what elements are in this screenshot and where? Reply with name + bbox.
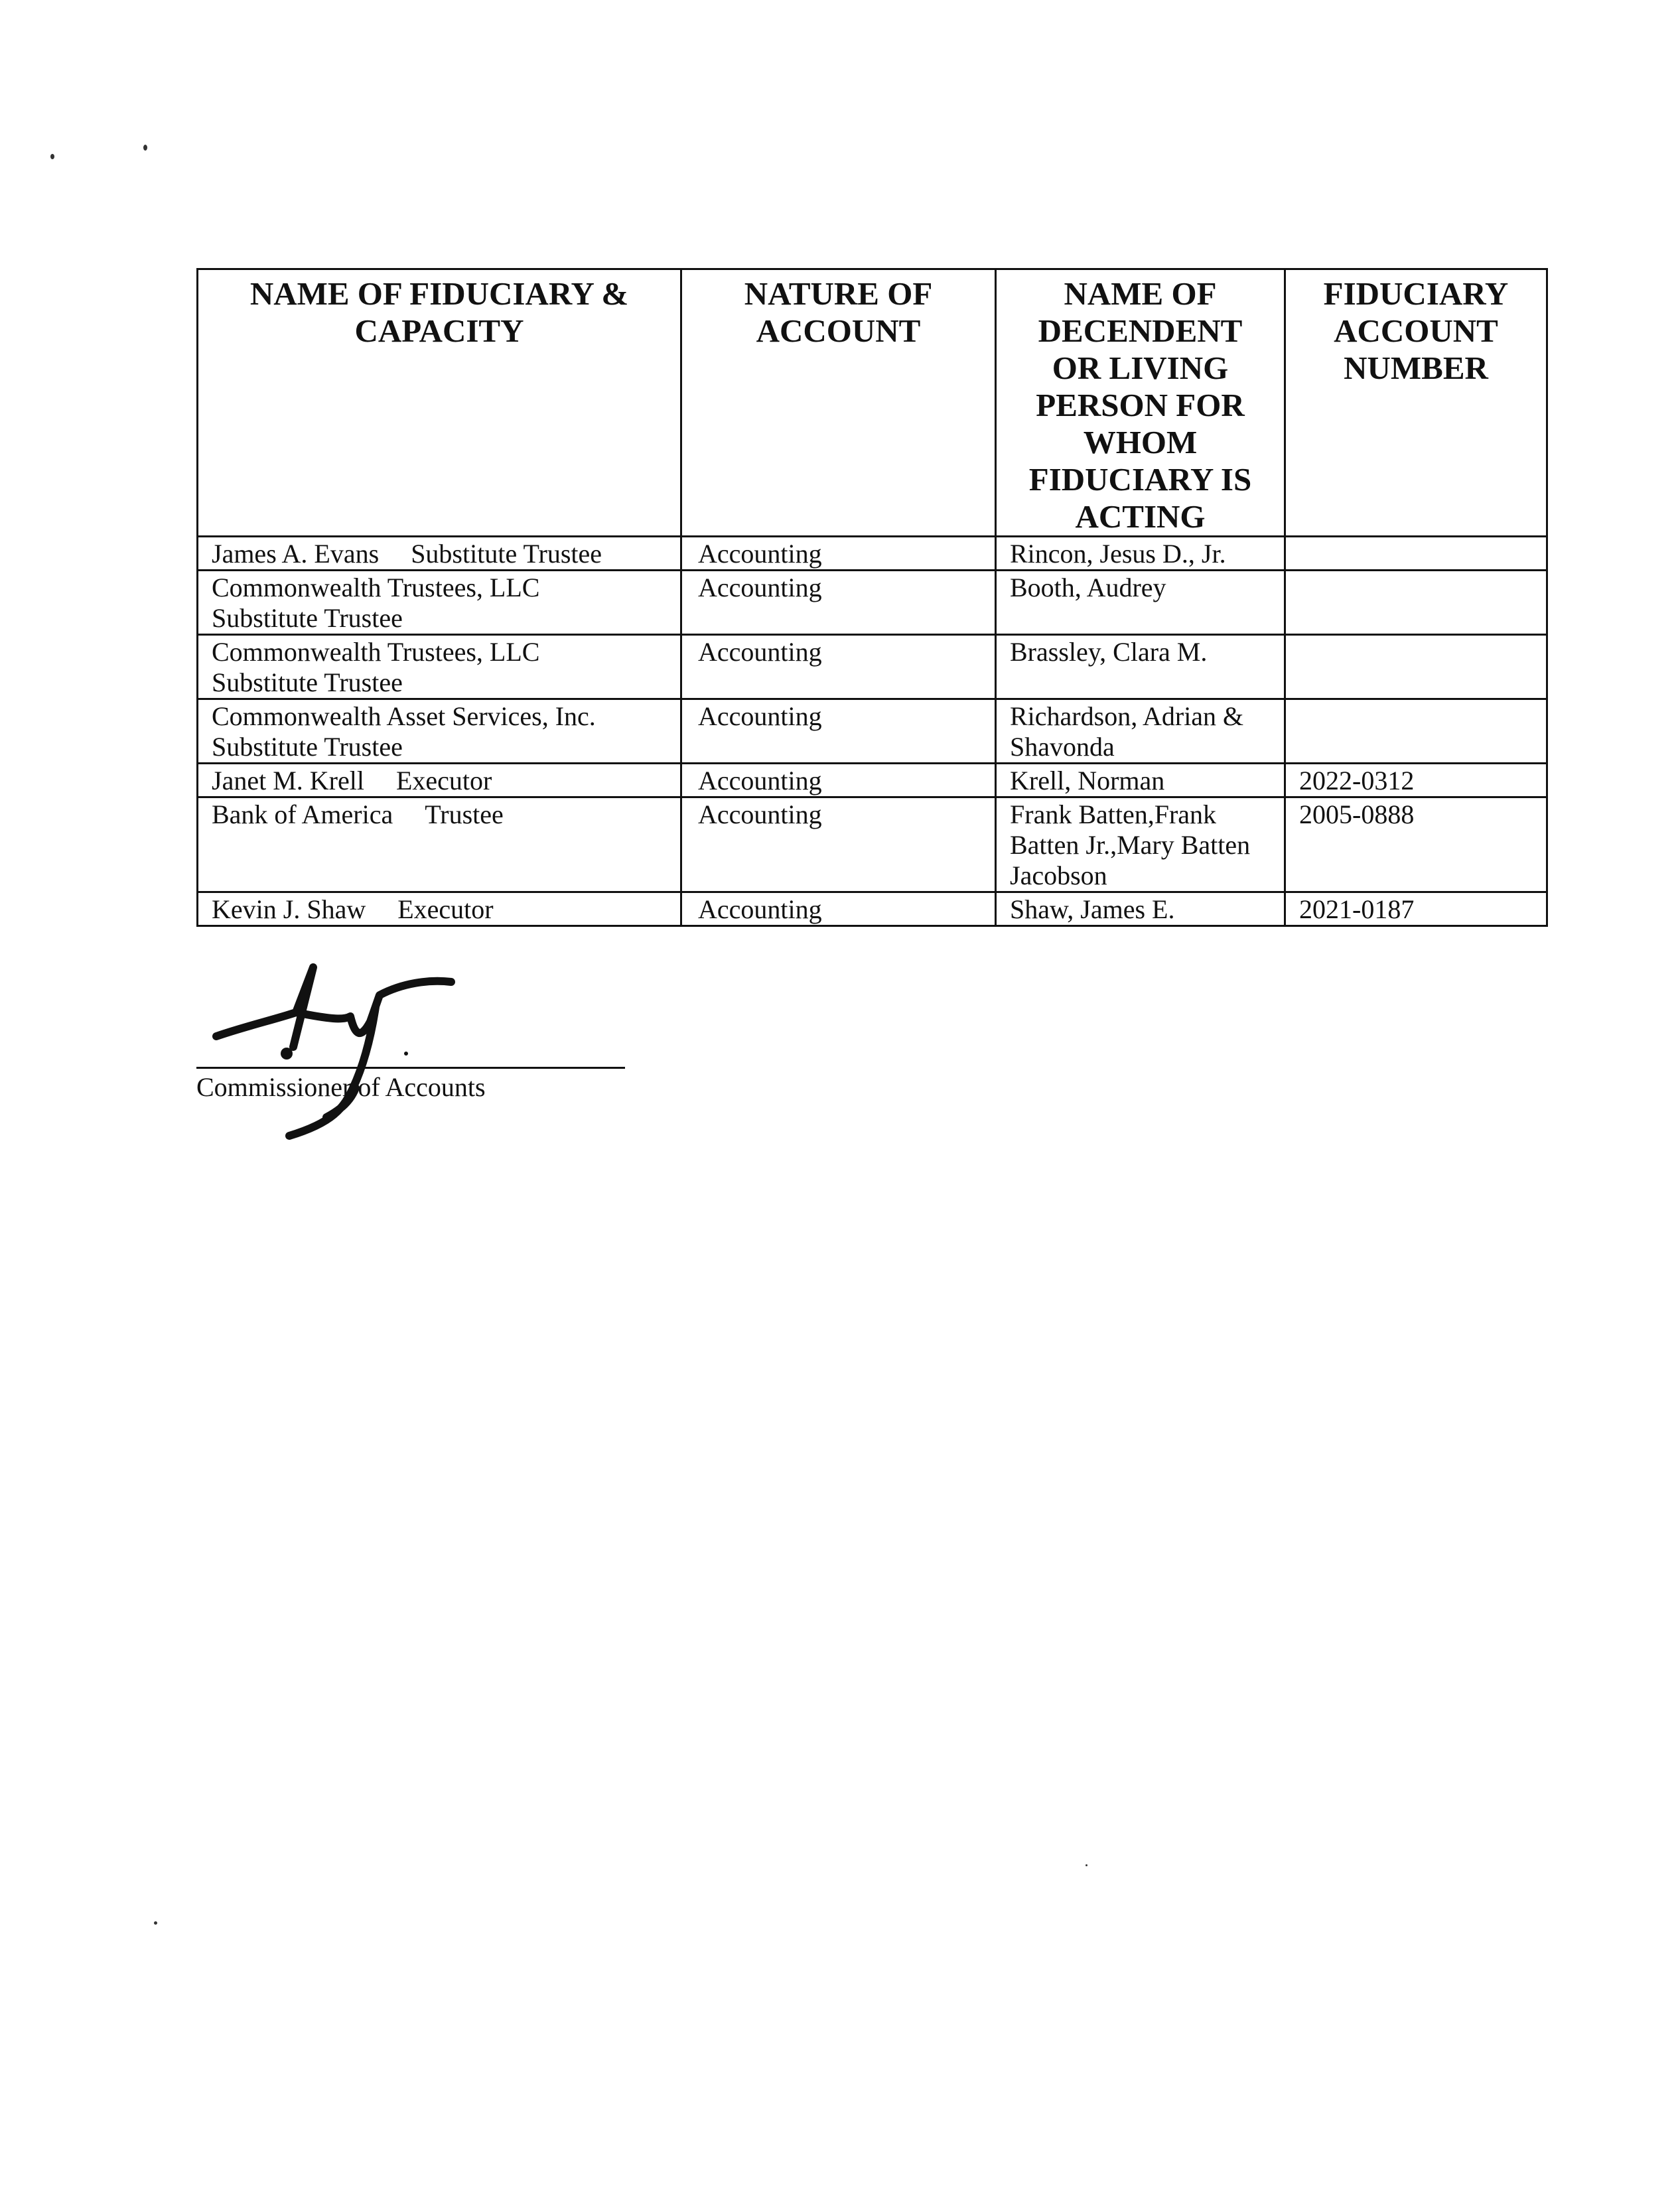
account-number-cell: 2005-0888 — [1285, 797, 1547, 892]
fiduciary-accounts-table — [196, 268, 1548, 927]
fiduciary-cell — [198, 537, 681, 571]
account-number-cell: 2022-0312 — [1285, 764, 1547, 797]
fiduciary-capacity: Substitute Trustee — [212, 732, 403, 762]
fiduciary-name: Bank of America — [212, 799, 393, 829]
nature-cell: Accounting — [681, 635, 996, 699]
signature-line — [196, 1067, 625, 1069]
fiduciary-capacity: Substitute Trustee — [212, 603, 403, 633]
header-decedent: NAME OF DECENDENT OR LIVING PERSON FOR WHOM FIDUCIARY IS ACTING — [996, 269, 1285, 537]
table-row — [198, 764, 1547, 797]
nature-cell: Accounting — [681, 571, 996, 635]
fiduciary-name: Kevin J. Shaw — [212, 894, 366, 924]
table-row — [198, 797, 1547, 892]
nature-cell: Accounting — [681, 892, 996, 926]
account-number-cell — [1285, 537, 1547, 571]
nature-cell: Accounting — [681, 764, 996, 797]
fiduciary-name: Janet M. Krell — [212, 766, 364, 795]
fiduciary-cell — [198, 892, 681, 926]
header-nature: NATURE OF ACCOUNT — [681, 269, 996, 537]
decedent-cell: Brassley, Clara M. — [996, 635, 1285, 699]
account-number-cell: 2021-0187 — [1285, 892, 1547, 926]
account-number-cell — [1285, 635, 1547, 699]
account-number-cell — [1285, 699, 1547, 764]
scan-speck — [50, 154, 54, 159]
nature-cell: Accounting — [681, 699, 996, 764]
table-row — [198, 635, 1547, 699]
fiduciary-cell — [198, 699, 681, 764]
header-account-number: FIDUCIARY ACCOUNT NUMBER — [1285, 269, 1547, 537]
decedent-cell: Frank Batten,Frank Batten Jr.,Mary Batten Jacobson — [996, 797, 1285, 892]
nature-cell: Accounting — [681, 537, 996, 571]
signature-image — [196, 955, 475, 1154]
table-row — [198, 571, 1547, 635]
fiduciary-cell — [198, 571, 681, 635]
fiduciary-name: Commonwealth Trustees, LLC — [212, 637, 540, 667]
fiduciary-capacity: Executor — [397, 894, 494, 924]
table-header-row — [198, 269, 1547, 537]
fiduciary-name: James A. Evans — [212, 539, 380, 569]
header-fiduciary: NAME OF FIDUCIARY & CAPACITY — [198, 269, 681, 537]
signature-caption: Commissioner of Accounts — [196, 1072, 486, 1102]
table-row — [198, 892, 1547, 926]
scan-speck — [143, 145, 147, 151]
nature-cell: Accounting — [681, 797, 996, 892]
fiduciary-cell — [198, 797, 681, 892]
table-row — [198, 537, 1547, 571]
fiduciary-name: Commonwealth Asset Services, Inc. — [212, 701, 596, 731]
fiduciary-capacity: Executor — [395, 766, 492, 795]
fiduciary-cell — [198, 635, 681, 699]
table-row — [198, 699, 1547, 764]
decedent-cell: Booth, Audrey — [996, 571, 1285, 635]
scan-speck — [1085, 1864, 1087, 1866]
decedent-cell: Krell, Norman — [996, 764, 1285, 797]
decedent-cell: Rincon, Jesus D., Jr. — [996, 537, 1285, 571]
fiduciary-capacity: Trustee — [425, 799, 504, 829]
decedent-cell: Shaw, James E. — [996, 892, 1285, 926]
signature-block — [196, 955, 628, 1154]
fiduciary-capacity: Substitute Trustee — [411, 539, 602, 569]
fiduciary-capacity: Substitute Trustee — [212, 667, 403, 697]
decedent-cell: Richardson, Adrian & Shavonda — [996, 699, 1285, 764]
fiduciary-cell — [198, 764, 681, 797]
account-number-cell — [1285, 571, 1547, 635]
scan-speck — [154, 1921, 157, 1925]
fiduciary-name: Commonwealth Trustees, LLC — [212, 573, 540, 602]
